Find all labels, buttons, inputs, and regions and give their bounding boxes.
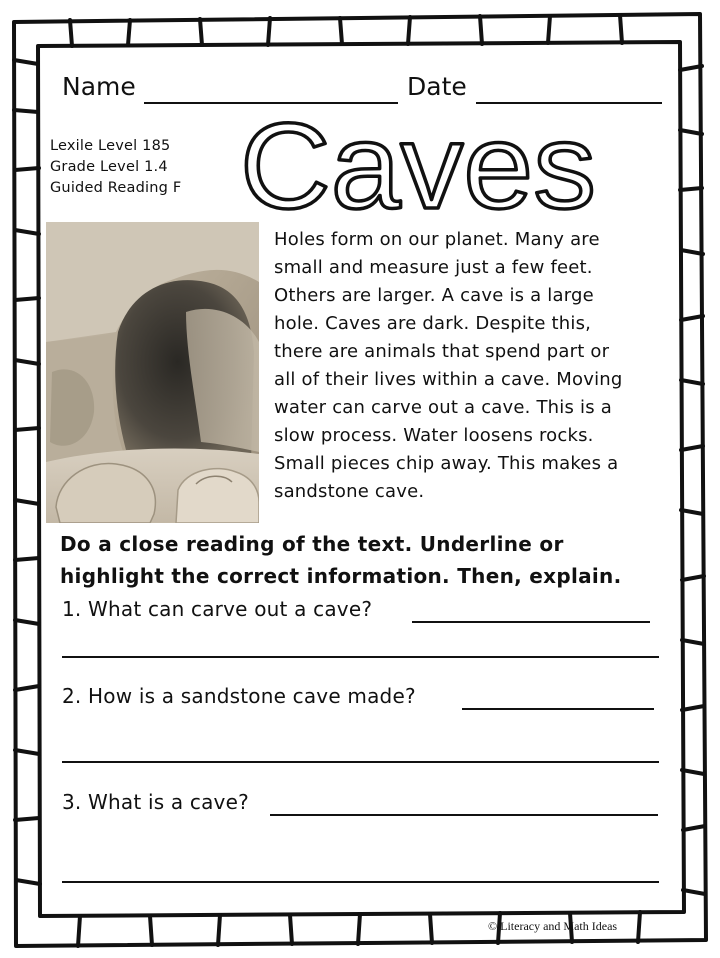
cave-photo (46, 222, 259, 523)
guided-reading-level: Guided Reading F (50, 180, 182, 196)
question-3: 3. What is a cave? (62, 790, 249, 814)
passage-line: small and measure just a few feet. (274, 257, 593, 278)
title-text: Caves (240, 104, 596, 222)
title (236, 104, 606, 222)
copyright-notice: © Literacy and Math Ideas (488, 919, 618, 933)
grade-level: Grade Level 1.4 (50, 159, 168, 175)
question-1: 1. What can carve out a cave? (62, 597, 373, 621)
passage-line: hole. Caves are dark. Despite this, (274, 313, 592, 334)
reading-passage (274, 226, 659, 506)
passage-line: sandstone cave. (274, 481, 425, 502)
passage-line: Others are larger. A cave is a large (274, 285, 594, 306)
passage-line: there are animals that spend part or (274, 341, 610, 362)
date-label: Date (407, 72, 467, 101)
answer-line-1a[interactable] (412, 621, 650, 623)
lexile-level: Lexile Level 185 (50, 138, 171, 154)
name-label: Name (62, 72, 136, 101)
instructions (60, 528, 622, 592)
passage-line: Small pieces chip away. This makes a (274, 453, 619, 474)
passage-line: all of their lives within a cave. Moving (274, 369, 623, 390)
passage-line: Holes form on our planet. Many are (274, 229, 600, 250)
answer-line-3b[interactable] (62, 881, 659, 883)
passage-line: slow process. Water loosens rocks. (274, 425, 594, 446)
answer-line-2b[interactable] (62, 761, 659, 763)
question-2: 2. How is a sandstone cave made? (62, 684, 416, 708)
instructions-line-1: Do a close reading of the text. Underline or (60, 532, 564, 556)
answer-line-2a[interactable] (462, 708, 654, 710)
answer-line-3a[interactable] (270, 814, 658, 816)
passage-line: water can carve out a cave. This is a (274, 397, 612, 418)
instructions-line-2: highlight the correct information. Then, explain. (60, 564, 622, 588)
reading-levels (50, 136, 181, 199)
answer-line-1b[interactable] (62, 656, 659, 658)
